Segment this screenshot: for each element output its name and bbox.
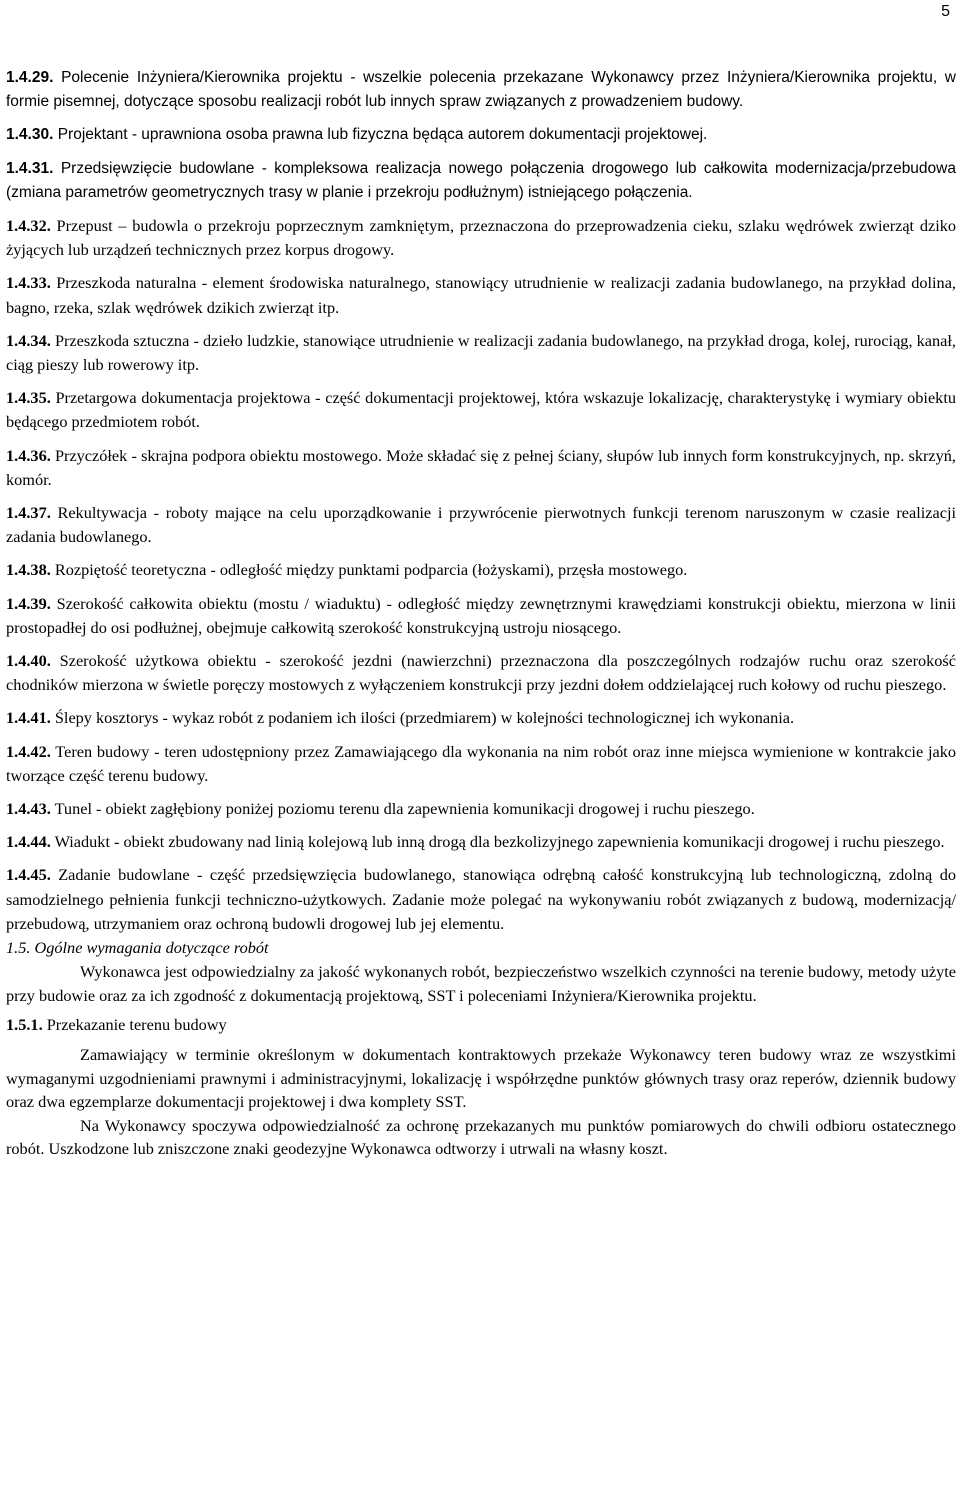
definition-number: 1.4.39.	[6, 593, 51, 613]
definition-number: 1.4.33.	[6, 273, 51, 293]
definition-number: 1.4.45.	[6, 865, 51, 885]
definition-entry	[6, 386, 956, 434]
definition-entry	[6, 740, 956, 788]
definition-text: Rozpiętość teoretyczna - odległość między punktami podparcia (łożyskami), przęsła mostowego.	[54, 560, 688, 580]
section-paragraph: Wykonawca jest odpowiedzialny za jakość wykonanych robót, bezpieczeństwo wszelkich czynności na terenie budowy, metody użyte przy budowie oraz za ich zgodność z dokumentacją projektową, SST i poleceniami Inżyniera/Kierownika projektu.	[6, 962, 956, 1005]
definition-entry	[6, 123, 956, 147]
page-number: 5	[941, 3, 950, 20]
definition-entry	[6, 66, 956, 114]
definition-text: Szerokość użytkowa obiektu - szerokość jezdni (nawierzchni) przeznaczona dla poszczególnych rodzajów ruchu oraz szerokość chodników mierzona w świetle poręczy mostowych z wyłączeniem konstrukcji przy jezdni dołem oddzielającej ruch kołowy od ruchu pieszego.	[6, 651, 956, 695]
definition-number: 1.4.29.	[6, 69, 54, 86]
definition-text: Wiadukt - obiekt zbudowany nad linią kolejową lub inną drogą dla bezkolizyjnego zapewnienia komunikacji drogowej i ruchu pieszego.	[54, 832, 945, 852]
definition-number: 1.4.41.	[6, 708, 51, 728]
definition-text: Polecenie Inżyniera/Kierownika projektu - wszelkie polecenia przekazane Wykonawcy przez Inżyniera/Kierownika projektu, w formie pisemnej, dotyczące sposobu realizacji robót lub innych spraw związanych z prowadzeniem budowy.	[6, 69, 956, 111]
definition-entry	[6, 830, 956, 854]
definition-text: Teren budowy - teren udostępniony przez Zamawiającego dla wykonania na nim robót oraz inne miejsca wymienione w kontrakcie jako tworzące część terenu budowy.	[6, 741, 956, 785]
definition-text: Zadanie budowlane - część przedsięwzięcia budowlanego, stanowiąca odrębną całość konstrukcyjną lub technologiczną, zdolną do samodzielnego pełnienia funkcji techniczno-użytkowych. Zadanie może polegać na wykonywaniu robót związanych z budową, modernizacją/ przebudową, utrzymaniem oraz ochroną budowli drogowej lub jej elementu.	[6, 865, 956, 933]
definition-number: 1.4.34.	[6, 330, 51, 350]
definition-entry	[6, 329, 956, 377]
definition-number: 1.4.36.	[6, 445, 51, 465]
definition-text: Przedsięwzięcie budowlane - kompleksowa realizacja nowego połączenia drogowego lub całkowita modernizacja/przebudowa (zmiana parametrów geometrycznych trasy w planie i przekroju podłużnym) istniejącego połączenia.	[6, 159, 956, 201]
definition-number: 1.4.42.	[6, 741, 51, 761]
subsection-heading	[6, 1013, 956, 1037]
definition-number: 1.4.40.	[6, 651, 51, 671]
definition-text: Rekultywacja - roboty mające na celu uporządkowanie i przywrócenie pierwotnych funkcji terenom naruszonym w czasie realizacji zadania budowlanego.	[6, 503, 956, 547]
subsection-paragraph: Zamawiający w terminie określonym w dokumentach kontraktowych przekaże Wykonawcy teren budowy wraz ze wszystkimi wymaganymi uzgodnieniami prawnymi i administracyjnymi, lokalizację i współrzędne punktów głównych trasy oraz reperów, dziennik budowy oraz dwa egzemplarze dokumentacji projektowej i dwa komplety SST.	[6, 1045, 956, 1112]
definition-number: 1.4.44.	[6, 832, 51, 852]
definition-entry	[6, 271, 956, 319]
definition-text: Przepust – budowla o przekroju poprzecznym zamkniętym, przeznaczona do przeprowadzenia cieku, szlaku wędrówek zwierząt dziko żyjących lub urządzeń technicznych przez korpus drogowy.	[6, 216, 956, 260]
page-content	[6, 66, 956, 1161]
definitions-list	[6, 66, 956, 936]
subsection-number: 1.5.1.	[6, 1015, 43, 1035]
definition-entry	[6, 706, 956, 730]
definition-text: Ślepy kosztorys - wykaz robót z podaniem ich ilości (przedmiarem) w kolejności technologicznej ich wykonania.	[54, 708, 795, 728]
definition-text: Tunel - obiekt zagłębiony poniżej poziomu terenu dla zapewnienia komunikacji drogowej i ruchu pieszego.	[54, 799, 755, 819]
subsection-title: Przekazanie terenu budowy	[46, 1015, 227, 1035]
definition-text: Przetargowa dokumentacja projektowa - część dokumentacji projektowej, która wskazuje lokalizację, charakterystykę i wymiary obiektu będącego przedmiotem robót.	[6, 388, 956, 432]
definition-entry	[6, 797, 956, 821]
definition-text: Szerokość całkowita obiektu (mostu / wiaduktu) - odległość między zewnętrznymi krawędziami konstrukcji obiektu, mierzona w linii prostopadłej do osi podłużnej, obejmuje całkowitą szerokość konstrukcyjną ustroju niosącego.	[6, 593, 956, 637]
definition-text: Projektant - uprawniona osoba prawna lub fizyczna będąca autorem dokumentacji projektowej.	[57, 126, 708, 144]
definition-number: 1.4.30.	[6, 126, 54, 144]
definition-entry	[6, 558, 956, 582]
definition-entry	[6, 863, 956, 936]
definition-text: Przyczółek - skrajna podpora obiektu mostowego. Może składać się z pełnej ściany, słupów lub innych form konstrukcyjnych, np. skrzyń, komór.	[6, 445, 956, 489]
definition-entry	[6, 501, 956, 549]
subsection-paragraph: Na Wykonawcy spoczywa odpowiedzialność za ochronę przekazanych mu punktów pomiarowych do chwili odbioru ostatecznego robót. Uszkodzone lub zniszczone znaki geodezyjne Wykonawca odtworzy i utrwali na własny koszt.	[6, 1115, 956, 1159]
definition-entry	[6, 649, 956, 697]
definition-entry	[6, 592, 956, 640]
definition-number: 1.4.35.	[6, 388, 51, 408]
definition-entry	[6, 444, 956, 492]
definition-entry	[6, 214, 956, 262]
definition-text: Przeszkoda sztuczna - dzieło ludzkie, stanowiące utrudnienie w realizacji zadania budowlanego, na przykład droga, kolej, rurociąg, kanał, ciąg pieszy lub rowerowy itp.	[6, 330, 956, 375]
definition-entry	[6, 157, 956, 205]
definition-number: 1.4.43.	[6, 799, 51, 819]
definition-number: 1.4.38.	[6, 560, 51, 580]
definition-text: Przeszkoda naturalna - element środowiska naturalnego, stanowiący utrudnienie w realizacji zadania budowlanego, na przykład dolina, bagno, rzeka, szlak wędrówek dzikich zwierząt itp.	[6, 273, 956, 317]
section-heading: 1.5. Ogólne wymagania dotyczące robót	[6, 938, 269, 958]
definition-number: 1.4.32.	[6, 216, 51, 236]
definition-number: 1.4.31.	[6, 159, 54, 177]
definition-number: 1.4.37.	[6, 503, 51, 523]
